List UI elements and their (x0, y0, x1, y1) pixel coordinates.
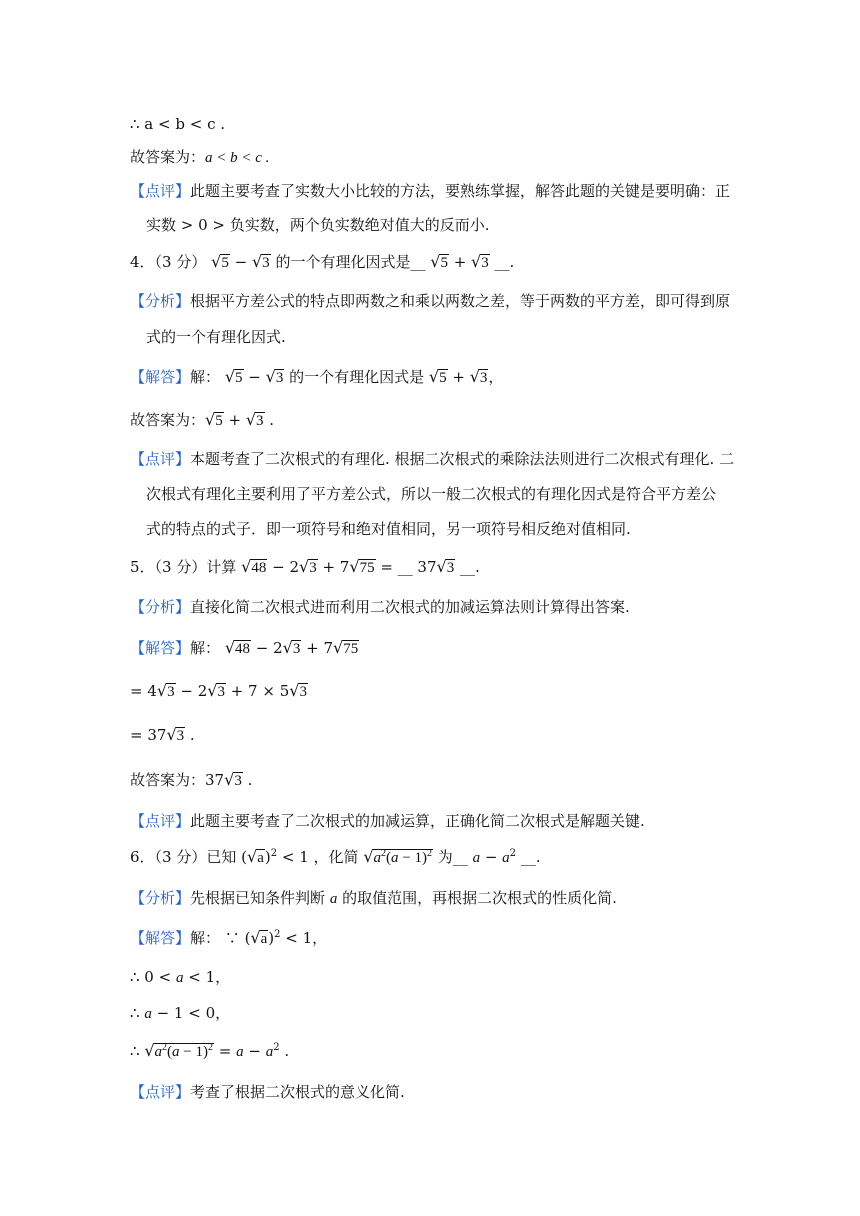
q5-comment (130, 810, 750, 832)
answer-value: a < b < c . (205, 150, 270, 166)
analysis-text-b: 的取值范围，再根据二次根式的性质化简. (342, 889, 617, 907)
question-text-b: 为 (437, 848, 453, 866)
q4-comment-line2: 次根式有理化主要利用了平方差公式，所以一般二次根式的有理化因式是符合平方差公 (146, 485, 717, 503)
q6-solution: 【解答】解： ∵ $(√a)^2 < 1$， (130, 928, 328, 947)
answer-prefix: 故答案为： (130, 411, 206, 429)
analysis-text: 根据平方差公式的特点即两数之和乘以两数之差，等于两数的平方差，即可得到原 (190, 292, 731, 310)
q6-analysis: 【分析】先根据已知条件判断 a 的取值范围，再根据二次根式的性质化简. (130, 889, 617, 907)
q5-question: 5．（3 分）计算 √48 − 2√3 + 7√75 = __ 37√3 __. (130, 557, 480, 576)
q4-answer-line: 故答案为：√5 + √3 . (130, 410, 275, 429)
q4-analysis-line1 (130, 290, 750, 312)
analysis-text: 直接化简二次根式进而利用二次根式的加减运算法则计算得出答案. (190, 598, 630, 616)
q5-step1: = 4√3 − 2√3 + 7 × 5√3 (130, 681, 307, 700)
comment-bracket: 【点评】 (130, 450, 191, 468)
comment-bracket: 【点评】 (130, 182, 191, 200)
q5-step2: = 37√3 . (130, 725, 195, 744)
question-number: 5．（3 分）计算 (130, 558, 237, 576)
analysis-text-a: 先根据已知条件判断 (190, 889, 326, 907)
q4-question: 4．（3 分） √5 − √3 的一个有理化因式是__ √5 + √3 __. (130, 252, 515, 271)
q3-comment-line1 (130, 180, 750, 202)
question-number: 4．（3 分） (130, 253, 207, 271)
comment-text: 考查了根据二次根式的意义化简. (190, 1083, 405, 1101)
comment-bracket: 【点评】 (130, 1083, 191, 1101)
comment-text: 本题考查了二次根式的有理化. 根据二次根式的乘除法法则进行二次根式有理化. 二 (190, 450, 735, 468)
q6-step2: ∴ a − 1 < 0， (130, 1004, 231, 1022)
answer-prefix: 故答案为： (130, 148, 206, 166)
solution-prefix: 解： (190, 929, 221, 947)
q3-answer-line (130, 146, 750, 169)
q5-solution: 【解答】解： √48 − 2√3 + 7√75 (130, 638, 359, 657)
q5-analysis (130, 596, 750, 618)
solution-bracket: 【解答】 (130, 368, 191, 386)
q4-comment-line1 (130, 448, 750, 470)
q4-analysis-line2: 式的一个有理化因式. (146, 328, 286, 346)
q3-conclusion: ∴ a < b < c . (130, 115, 226, 133)
solution-prefix: 解： (190, 639, 221, 657)
comment-text: 此题主要考查了实数大小比较的方法，要熟练掌握，解答此题的关键是要明确：正 (190, 182, 731, 200)
analysis-bracket: 【分析】 (130, 598, 191, 616)
solution-text: 的一个有理化因式是 (289, 368, 425, 386)
question-number: 6．（3 分）已知 (130, 848, 237, 866)
analysis-bracket: 【分析】 (130, 292, 191, 310)
question-text-a: ，化简 (313, 848, 359, 866)
q4-comment-line3: 式的特点的式子．即一项符号和绝对值相同，另一项符号相反绝对值相同. (146, 520, 631, 538)
solution-bracket: 【解答】 (130, 929, 191, 947)
comment-text: 此题主要考查了二次根式的加减运算，正确化简二次根式是解题关键. (190, 812, 645, 830)
solution-bracket: 【解答】 (130, 639, 191, 657)
comment-bracket: 【点评】 (130, 812, 191, 830)
q3-comment-line2: 实数 > 0 > 负实数，两个负实数绝对值大的反而小. (146, 216, 490, 234)
q6-step3: ∴ $√a^2(a - 1)^2 = a - a^2$ . (130, 1041, 290, 1060)
q5-answer-line: 故答案为：37√3 . (130, 770, 253, 789)
q6-question: 6．（3 分）已知 $(√a)^2 < 1$ ，化简 $√a^2(a - 1)^2$ 为__ $a - a^2$ __. (130, 847, 541, 866)
question-text: 的一个有理化因式是 (275, 253, 411, 271)
q4-solution: 【解答】解： √5 − √3 的一个有理化因式是 √5 + √3， (130, 367, 504, 386)
solution-prefix: 解： (190, 368, 221, 386)
q6-comment (130, 1081, 750, 1103)
analysis-bracket: 【分析】 (130, 889, 191, 907)
answer-prefix: 故答案为： (130, 771, 206, 789)
q6-step1: ∴ 0 < a < 1， (130, 968, 231, 986)
